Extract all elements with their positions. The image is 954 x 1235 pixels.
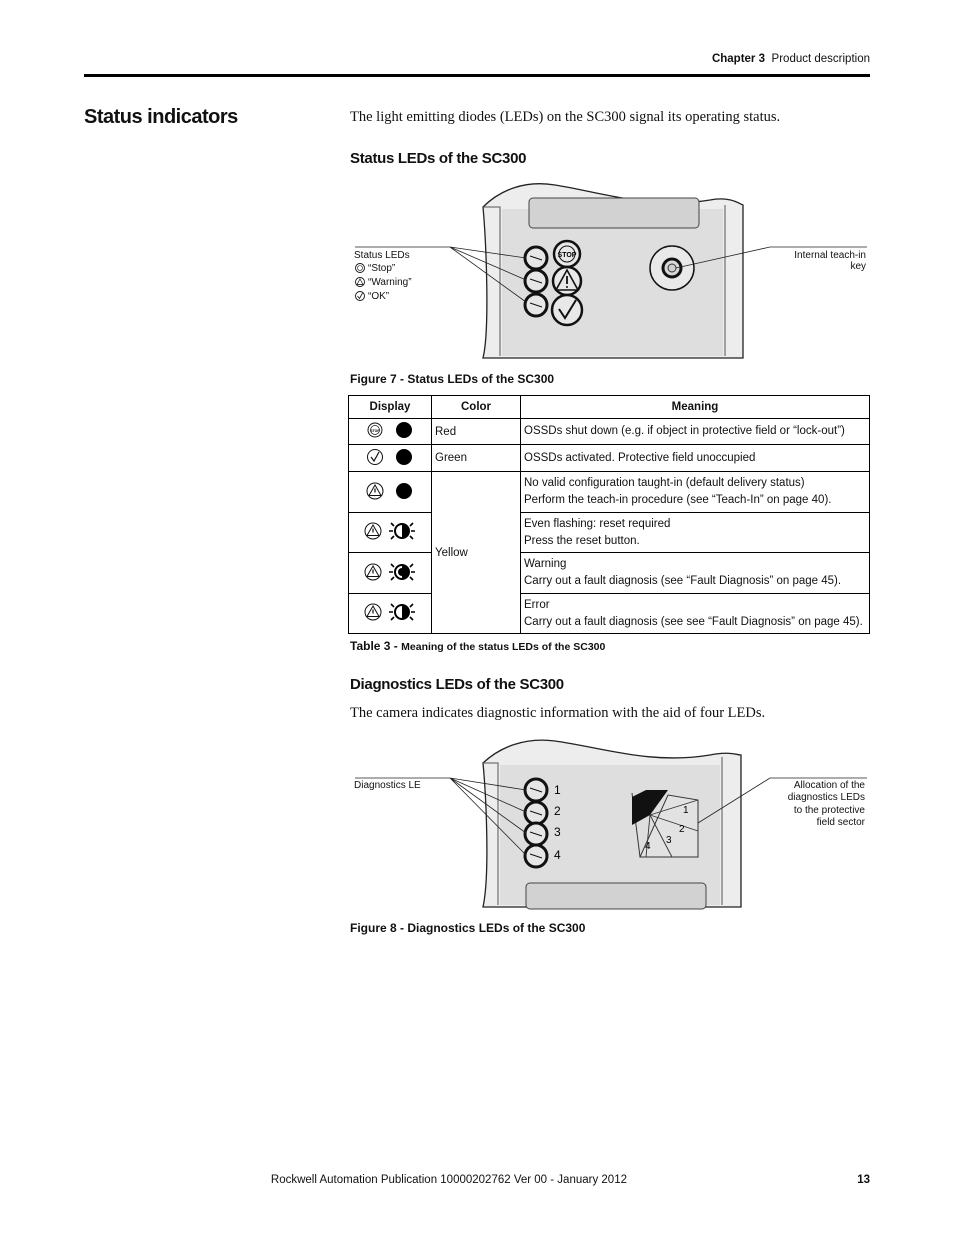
led-number: 2 bbox=[554, 804, 561, 818]
label-warning: “Warning” bbox=[368, 277, 412, 288]
label-allocation: field sector bbox=[816, 817, 865, 828]
led-flashing-icon bbox=[389, 564, 415, 580]
footer-publication: Rockwell Automation Publication 10000202762 Ver 00 - January 2012 bbox=[270, 1174, 627, 1186]
table-row bbox=[349, 594, 870, 634]
teach-in-key-icon bbox=[650, 246, 694, 290]
stop-small-icon bbox=[356, 264, 365, 273]
status-led-table bbox=[348, 395, 870, 634]
color-cell: Yellow bbox=[432, 472, 521, 634]
label-status-leds: Status LEDs bbox=[354, 250, 410, 261]
table-row bbox=[349, 553, 870, 594]
svg-text:STOP: STOP bbox=[370, 429, 380, 433]
table-3-caption: Table 3 - Meaning of the status LEDs of the SC300 bbox=[350, 639, 606, 653]
warning-icon bbox=[365, 604, 381, 620]
meaning-cell: Error Carry out a fault diagnosis (see see “Fault Diagnosis” on page 45). bbox=[521, 594, 870, 634]
diagnostics-leds-heading: Diagnostics LEDs of the SC300 bbox=[350, 676, 564, 693]
meaning-cell: Even flashing: reset required Press the reset button. bbox=[521, 513, 870, 553]
led-number: 1 bbox=[554, 783, 561, 797]
led-on-icon bbox=[396, 449, 412, 465]
header-rule bbox=[84, 74, 870, 77]
diagnostics-intro-text: The camera indicates diagnostic information with the aid of four LEDs. bbox=[350, 705, 766, 721]
led-stop bbox=[525, 247, 547, 269]
diagnostics-leds-figure bbox=[350, 735, 870, 915]
ok-check-icon bbox=[368, 449, 383, 464]
led-on-icon bbox=[396, 483, 412, 499]
column-header-display: Display bbox=[349, 396, 432, 419]
diagnostics-led-4 bbox=[525, 845, 547, 867]
meaning-cell: Warning Carry out a fault diagnosis (see “Fault Diagnosis” on page 45). bbox=[521, 553, 870, 594]
ok-small-icon bbox=[356, 292, 365, 301]
diagnostics-led-3 bbox=[525, 823, 547, 845]
figure-7-caption: Figure 7 - Status LEDs of the SC300 bbox=[350, 372, 555, 386]
display-cell bbox=[349, 553, 432, 594]
status-leds-figure bbox=[350, 180, 870, 365]
svg-text:4: 4 bbox=[645, 841, 651, 852]
led-warning bbox=[525, 270, 547, 292]
stop-icon bbox=[368, 423, 382, 437]
display-cell bbox=[349, 472, 432, 513]
led-flashing-icon bbox=[389, 523, 415, 539]
display-cell bbox=[349, 594, 432, 634]
meaning-cell: OSSDs shut down (e.g. if object in protective field or “lock-out”) bbox=[521, 419, 870, 445]
warning-icon bbox=[365, 564, 381, 580]
led-on-icon bbox=[396, 422, 412, 438]
label-allocation: diagnostics LEDs bbox=[787, 792, 865, 803]
label-teach-in-key: key bbox=[850, 261, 866, 272]
color-cell: Red bbox=[432, 419, 521, 445]
page-number: 13 bbox=[857, 1174, 870, 1186]
intro-text: The light emitting diodes (LEDs) on the SC300 signal its operating status. bbox=[350, 109, 781, 125]
header-chapter: Chapter 3 bbox=[711, 53, 765, 65]
display-cell bbox=[349, 445, 432, 472]
svg-text:1: 1 bbox=[683, 805, 689, 816]
label-ok: “OK” bbox=[368, 291, 390, 302]
meaning-cell: OSSDs activated. Protective field unoccupied bbox=[521, 445, 870, 472]
table-row bbox=[349, 419, 870, 445]
status-leds-heading: Status LEDs of the SC300 bbox=[350, 150, 527, 167]
column-header-meaning: Meaning bbox=[521, 396, 870, 419]
table-row bbox=[349, 445, 870, 472]
display-cell bbox=[349, 513, 432, 553]
column-header-color: Color bbox=[432, 396, 521, 419]
label-stop: “Stop” bbox=[368, 263, 396, 274]
figure-8-caption: Figure 8 - Diagnostics LEDs of the SC300 bbox=[350, 921, 586, 935]
warning-icon bbox=[367, 483, 383, 499]
svg-text:STOP: STOP bbox=[557, 252, 577, 259]
warning-icon bbox=[365, 523, 381, 539]
svg-text:2: 2 bbox=[679, 824, 685, 835]
table-header-row bbox=[349, 396, 870, 419]
table-row bbox=[349, 513, 870, 553]
warning-icon bbox=[553, 267, 581, 295]
led-flashing-icon bbox=[389, 604, 415, 620]
color-cell: Green bbox=[432, 445, 521, 472]
ok-check-icon bbox=[552, 295, 582, 325]
label-diagnostics-leds: Diagnostics LE bbox=[354, 780, 421, 791]
led-number: 4 bbox=[554, 848, 561, 862]
display-cell bbox=[349, 419, 432, 445]
svg-text:3: 3 bbox=[666, 835, 672, 846]
label-teach-in: Internal teach-in bbox=[794, 250, 866, 261]
header-section: Product description bbox=[771, 53, 870, 65]
meaning-cell: No valid configuration taught-in (default delivery status) Perform the teach-in procedure (see “Teach-In” on page 40). bbox=[521, 472, 870, 513]
led-ok bbox=[525, 294, 547, 316]
warning-small-icon bbox=[356, 278, 365, 287]
diagnostics-led-1 bbox=[525, 779, 547, 801]
label-allocation: to the protective bbox=[793, 805, 865, 816]
page-title: Status indicators bbox=[84, 106, 238, 128]
led-number: 3 bbox=[554, 825, 561, 839]
label-allocation: Allocation of the bbox=[793, 780, 865, 791]
diagnostics-led-2 bbox=[525, 802, 547, 824]
stop-icon bbox=[554, 241, 580, 267]
table-row bbox=[349, 472, 870, 513]
